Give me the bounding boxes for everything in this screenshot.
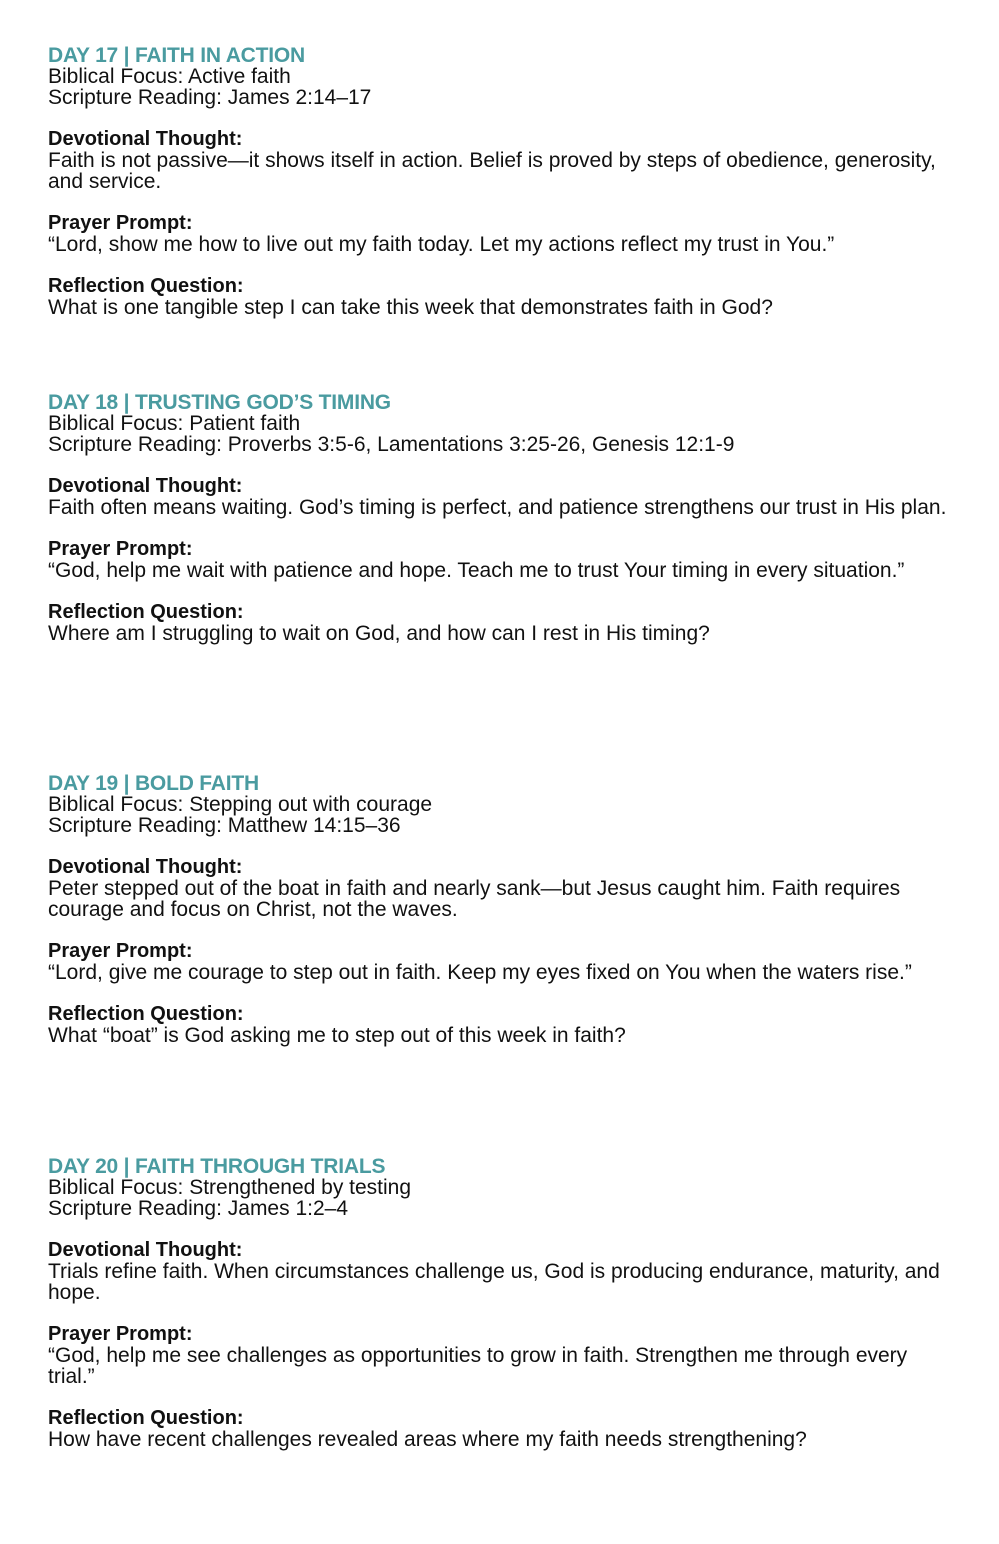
biblical-focus: Biblical Focus: Active faith: [48, 65, 291, 88]
prayer-label: Prayer Prompt:: [48, 538, 193, 560]
prayer-label: Prayer Prompt:: [48, 212, 193, 234]
devotional-text: Peter stepped out of the boat in faith and nearly sank—but Jesus caught him. Faith requires courage and focus on Christ, not the waves.: [48, 877, 901, 921]
reflection-section: [48, 1004, 948, 1046]
day-title: DAY 20 | FAITH THROUGH TRIALS: [48, 1155, 386, 1178]
prayer-text: “Lord, show me how to live out my faith today. Let my actions reflect my trust in You.”: [48, 233, 835, 256]
devotional-label: Devotional Thought:: [48, 475, 243, 497]
reflection-label: Reflection Question:: [48, 275, 244, 297]
scripture-reading: Scripture Reading: James 1:2–4: [48, 1197, 348, 1220]
biblical-focus: Biblical Focus: Patient faith: [48, 412, 301, 435]
prayer-section: [48, 539, 948, 581]
scripture-reading: Scripture Reading: James 2:14–17: [48, 86, 372, 109]
day-title: DAY 17 | FAITH IN ACTION: [48, 44, 306, 67]
prayer-label: Prayer Prompt:: [48, 940, 193, 962]
day-title: DAY 19 | BOLD FAITH: [48, 772, 259, 795]
devotional-section: [48, 476, 948, 518]
prayer-text: “God, help me wait with patience and hope. Teach me to trust Your timing in every situation.”: [48, 559, 905, 582]
day-17-entry: [48, 45, 948, 318]
devotional-text: Faith often means waiting. God’s timing is perfect, and patience strengthens our trust in His plan.: [48, 496, 947, 519]
prayer-text: “God, help me see challenges as opportunities to grow in faith. Strengthen me through every trial.”: [48, 1344, 908, 1388]
devotional-section: [48, 1240, 948, 1303]
biblical-focus: Biblical Focus: Stepping out with courage: [48, 793, 433, 816]
reflection-label: Reflection Question:: [48, 1407, 244, 1429]
reflection-text: What “boat” is God asking me to step out of this week in faith?: [48, 1024, 626, 1047]
devotional-text: Faith is not passive—it shows itself in action. Belief is proved by steps of obedience, generosity, and service.: [48, 149, 936, 193]
day-20-entry: [48, 1156, 948, 1450]
scripture-reading: Scripture Reading: Proverbs 3:5-6, Lamentations 3:25-26, Genesis 12:1-9: [48, 433, 735, 456]
reflection-label: Reflection Question:: [48, 1003, 244, 1025]
devotional-text: Trials refine faith. When circumstances challenge us, God is producing endurance, maturity, and hope.: [48, 1260, 940, 1304]
prayer-label: Prayer Prompt:: [48, 1323, 193, 1345]
prayer-section: [48, 1324, 948, 1387]
reflection-text: How have recent challenges revealed areas where my faith needs strengthening?: [48, 1428, 807, 1451]
reflection-section: [48, 1408, 948, 1450]
reflection-label: Reflection Question:: [48, 601, 244, 623]
day-19-entry: [48, 773, 948, 1046]
day-18-entry: [48, 392, 948, 644]
reflection-section: [48, 602, 948, 644]
day-title: DAY 18 | TRUSTING GOD’S TIMING: [48, 391, 391, 414]
prayer-section: [48, 213, 948, 255]
reflection-text: Where am I struggling to wait on God, and how can I rest in His timing?: [48, 622, 710, 645]
prayer-text: “Lord, give me courage to step out in faith. Keep my eyes fixed on You when the waters rise.”: [48, 961, 912, 984]
devotional-label: Devotional Thought:: [48, 856, 243, 878]
scripture-reading: Scripture Reading: Matthew 14:15–36: [48, 814, 401, 837]
reflection-text: What is one tangible step I can take this week that demonstrates faith in God?: [48, 296, 773, 319]
prayer-section: [48, 941, 948, 983]
devotional-label: Devotional Thought:: [48, 1239, 243, 1261]
biblical-focus: Biblical Focus: Strengthened by testing: [48, 1176, 412, 1199]
reflection-section: [48, 276, 948, 318]
devotional-label: Devotional Thought:: [48, 128, 243, 150]
devotional-section: [48, 857, 948, 920]
devotional-section: [48, 129, 948, 192]
